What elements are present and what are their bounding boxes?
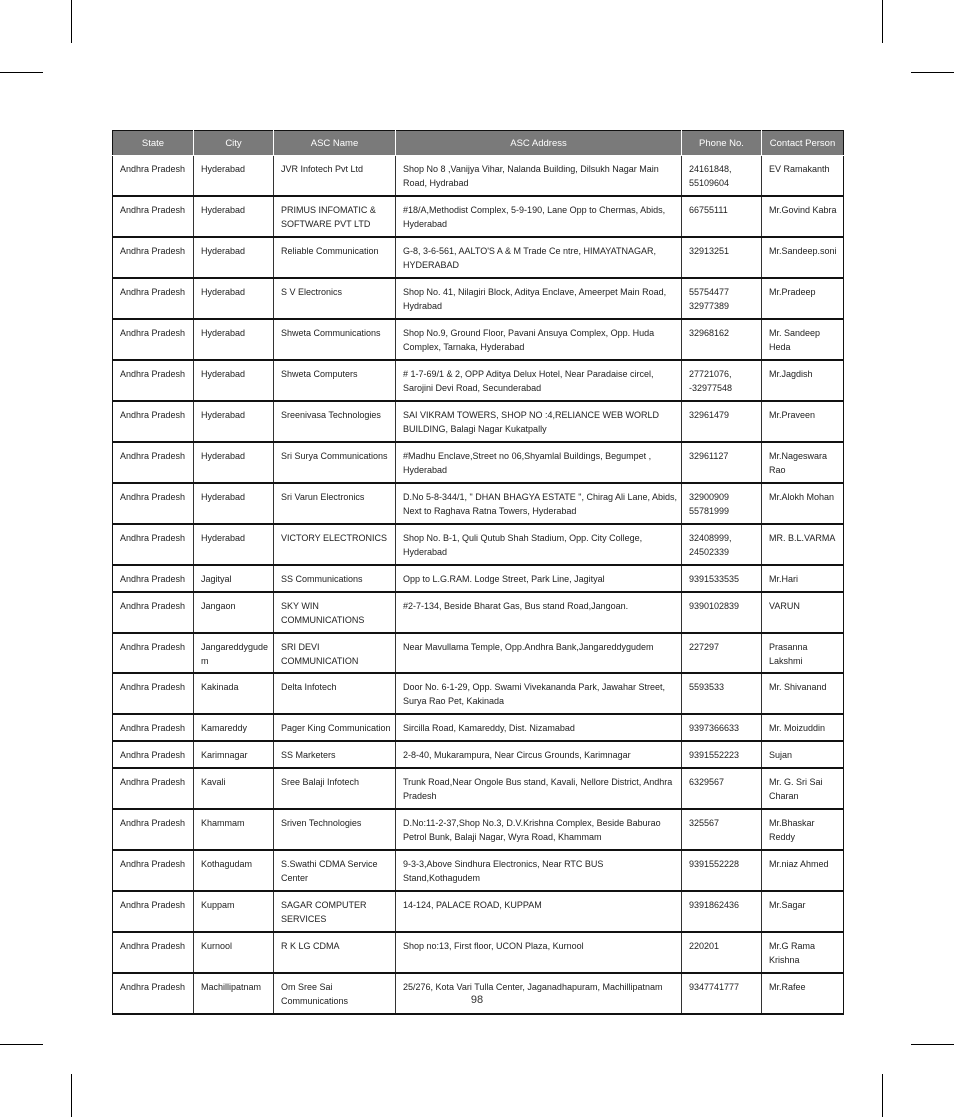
cell-city: Kuppam <box>194 891 274 932</box>
cell-state: Andhra Pradesh <box>113 196 194 237</box>
crop-mark <box>911 1044 954 1045</box>
table-row <box>113 156 844 197</box>
cell-city: Hyderabad <box>194 196 274 237</box>
cell-state: Andhra Pradesh <box>113 319 194 360</box>
cell-state: Andhra Pradesh <box>113 809 194 850</box>
cell-phone: 27721076, -32977548 <box>682 360 762 401</box>
cell-asc-name: SS Marketers <box>274 741 396 768</box>
table-row <box>113 196 844 237</box>
cell-state: Andhra Pradesh <box>113 278 194 319</box>
cell-phone: 32408999, 24502339 <box>682 524 762 565</box>
cell-phone: 24161848, 55109604 <box>682 156 762 197</box>
cell-city: Jangaon <box>194 592 274 633</box>
table-row <box>113 483 844 524</box>
table-row <box>113 673 844 714</box>
cell-contact-person: Mr.Govind Kabra <box>762 196 844 237</box>
cell-phone: 227297 <box>682 633 762 673</box>
cell-phone: 32961479 <box>682 401 762 442</box>
table-row <box>113 809 844 850</box>
cell-state: Andhra Pradesh <box>113 932 194 973</box>
cell-asc-name: Pager King Communication <box>274 714 396 741</box>
column-header-contact-person: Contact Person <box>762 131 844 156</box>
cell-asc-address: #18/A,Methodist Complex, 5-9-190, Lane Opp to Chermas, Abids, Hyderabad <box>396 196 682 237</box>
cell-asc-address: Opp to L.G.RAM. Lodge Street, Park Line, Jagityal <box>396 565 682 592</box>
cell-asc-name: S V Electronics <box>274 278 396 319</box>
table-row <box>113 524 844 565</box>
cell-contact-person: Mr.Nageswara Rao <box>762 442 844 483</box>
cell-state: Andhra Pradesh <box>113 633 194 673</box>
table-row <box>113 565 844 592</box>
cell-state: Andhra Pradesh <box>113 768 194 809</box>
column-header-city: City <box>194 131 274 156</box>
cell-state: Andhra Pradesh <box>113 360 194 401</box>
cell-asc-name: S.Swathi CDMA Service Center <box>274 850 396 891</box>
cell-city: Khammam <box>194 809 274 850</box>
cell-asc-name: Shweta Communications <box>274 319 396 360</box>
cell-asc-name: VICTORY ELECTRONICS <box>274 524 396 565</box>
cell-asc-name: Om Sree Sai Communications <box>274 973 396 1014</box>
cell-asc-address: #Madhu Enclave,Street no 06,Shyamlal Buildings, Begumpet , Hyderabad <box>396 442 682 483</box>
cell-asc-address: G-8, 3-6-561, AALTO'S A & M Trade Ce ntre, HIMAYATNAGAR, HYDERABAD <box>396 237 682 278</box>
cell-contact-person: MR. B.L.VARMA <box>762 524 844 565</box>
table-row <box>113 278 844 319</box>
table-row <box>113 401 844 442</box>
cell-contact-person: Mr. G. Sri Sai Charan <box>762 768 844 809</box>
cell-asc-address: 9-3-3,Above Sindhura Electronics, Near RTC BUS Stand,Kothagudem <box>396 850 682 891</box>
table-row <box>113 891 844 932</box>
service-center-table <box>112 130 844 1015</box>
cell-phone: 9391552228 <box>682 850 762 891</box>
table-row <box>113 850 844 891</box>
cell-phone: 220201 <box>682 932 762 973</box>
cell-asc-address: #2-7-134, Beside Bharat Gas, Bus stand Road,Jangoan. <box>396 592 682 633</box>
cell-asc-name: Sri Surya Communications <box>274 442 396 483</box>
cell-city: Hyderabad <box>194 360 274 401</box>
cell-city: Kavali <box>194 768 274 809</box>
column-header-phone: Phone No. <box>682 131 762 156</box>
cell-city: Hyderabad <box>194 524 274 565</box>
cell-city: Jagityal <box>194 565 274 592</box>
cell-state: Andhra Pradesh <box>113 237 194 278</box>
cell-asc-name: SRI DEVI COMMUNICATION <box>274 633 396 673</box>
cell-phone: 32968162 <box>682 319 762 360</box>
crop-mark <box>0 72 43 73</box>
cell-city: Kamareddy <box>194 714 274 741</box>
cell-asc-address: Near Mavullama Temple, Opp.Andhra Bank,Jangareddygudem <box>396 633 682 673</box>
cell-city: Kakinada <box>194 673 274 714</box>
page-number: 98 <box>470 994 484 1006</box>
cell-contact-person: Mr.niaz Ahmed <box>762 850 844 891</box>
cell-phone: 325567 <box>682 809 762 850</box>
cell-city: Hyderabad <box>194 401 274 442</box>
cell-asc-name: Sreenivasa Technologies <box>274 401 396 442</box>
cell-city: Hyderabad <box>194 483 274 524</box>
crop-mark <box>71 0 72 43</box>
cell-contact-person: VARUN <box>762 592 844 633</box>
cell-state: Andhra Pradesh <box>113 973 194 1014</box>
table-body <box>113 156 844 1015</box>
cell-asc-address: 14-124, PALACE ROAD, KUPPAM <box>396 891 682 932</box>
table-row <box>113 360 844 401</box>
cell-asc-address: Shop No. 41, Nilagiri Block, Aditya Enclave, Ameerpet Main Road, Hydrabad <box>396 278 682 319</box>
cell-asc-address: Shop No.9, Ground Floor, Pavani Ansuya Complex, Opp. Huda Complex, Tarnaka, Hyderabad <box>396 319 682 360</box>
crop-mark <box>911 72 954 73</box>
cell-contact-person: Mr.Alokh Mohan <box>762 483 844 524</box>
cell-asc-address: 2-8-40, Mukarampura, Near Circus Grounds, Karimnagar <box>396 741 682 768</box>
cell-state: Andhra Pradesh <box>113 673 194 714</box>
cell-asc-address: SAI VIKRAM TOWERS, SHOP NO :4,RELIANCE WEB WORLD BUILDING, Balagi Nagar Kukatpally <box>396 401 682 442</box>
cell-asc-name: Delta Infotech <box>274 673 396 714</box>
cell-state: Andhra Pradesh <box>113 714 194 741</box>
table-row <box>113 633 844 673</box>
crop-mark <box>882 0 883 43</box>
cell-asc-name: SAGAR COMPUTER SERVICES <box>274 891 396 932</box>
table-row <box>113 592 844 633</box>
cell-contact-person: Mr.Pradeep <box>762 278 844 319</box>
cell-asc-name: JVR Infotech Pvt Ltd <box>274 156 396 197</box>
cell-asc-name: Sri Varun Electronics <box>274 483 396 524</box>
column-header-asc-name: ASC Name <box>274 131 396 156</box>
cell-asc-address: Door No. 6-1-29, Opp. Swami Vivekananda Park, Jawahar Street, Surya Rao Pet, Kakinada <box>396 673 682 714</box>
cell-contact-person: Prasanna Lakshmi <box>762 633 844 673</box>
cell-city: Hyderabad <box>194 442 274 483</box>
cell-phone: 32913251 <box>682 237 762 278</box>
column-header-state: State <box>113 131 194 156</box>
cell-asc-address: D.No:11-2-37,Shop No.3, D.V.Krishna Complex, Beside Baburao Petrol Bunk, Balaji Nagar, Wyra Road, Khammam <box>396 809 682 850</box>
cell-asc-name: PRIMUS INFOMATIC & SOFTWARE PVT LTD <box>274 196 396 237</box>
column-header-asc-address: ASC Address <box>396 131 682 156</box>
cell-state: Andhra Pradesh <box>113 592 194 633</box>
cell-state: Andhra Pradesh <box>113 156 194 197</box>
cell-asc-address: Shop No. B-1, Quli Qutub Shah Stadium, Opp. City College, Hyderabad <box>396 524 682 565</box>
cell-asc-name: Reliable Communication <box>274 237 396 278</box>
cell-state: Andhra Pradesh <box>113 524 194 565</box>
cell-phone: 66755111 <box>682 196 762 237</box>
crop-mark <box>71 1074 72 1117</box>
crop-mark <box>882 1074 883 1117</box>
cell-contact-person: Mr. Moizuddin <box>762 714 844 741</box>
cell-contact-person: Mr.G Rama Krishna <box>762 932 844 973</box>
table-row <box>113 442 844 483</box>
cell-asc-address: Trunk Road,Near Ongole Bus stand, Kavali, Nellore District, Andhra Pradesh <box>396 768 682 809</box>
cell-city: Hyderabad <box>194 319 274 360</box>
cell-city: Kurnool <box>194 932 274 973</box>
cell-phone: 9347741777 <box>682 973 762 1014</box>
cell-city: Hyderabad <box>194 278 274 319</box>
cell-state: Andhra Pradesh <box>113 741 194 768</box>
cell-asc-address: D.No 5-8-344/1, " DHAN BHAGYA ESTATE ", Chirag Ali Lane, Abids, Next to Raghava Ratna Towers, Hyderabad <box>396 483 682 524</box>
cell-asc-name: Sree Balaji Infotech <box>274 768 396 809</box>
cell-city: Machillipatnam <box>194 973 274 1014</box>
cell-contact-person: Mr.Praveen <box>762 401 844 442</box>
cell-asc-name: SS Communications <box>274 565 396 592</box>
cell-state: Andhra Pradesh <box>113 850 194 891</box>
cell-phone: 9391533535 <box>682 565 762 592</box>
cell-phone: 32900909 55781999 <box>682 483 762 524</box>
cell-phone: 6329567 <box>682 768 762 809</box>
cell-phone: 5593533 <box>682 673 762 714</box>
cell-contact-person: Mr.Sandeep.soni <box>762 237 844 278</box>
table-row <box>113 768 844 809</box>
cell-asc-name: SKY WIN COMMUNICATIONS <box>274 592 396 633</box>
cell-asc-name: R K LG CDMA <box>274 932 396 973</box>
crop-mark <box>0 1044 43 1045</box>
cell-state: Andhra Pradesh <box>113 891 194 932</box>
cell-asc-address: Shop No 8 ,Vanijya Vihar, Nalanda Building, Dilsukh Nagar Main Road, Hydrabad <box>396 156 682 197</box>
cell-city: Jangareddygudem <box>194 633 274 673</box>
table-header-row <box>113 131 844 156</box>
table-row <box>113 714 844 741</box>
cell-asc-address: Shop no:13, First floor, UCON Plaza, Kurnool <box>396 932 682 973</box>
cell-contact-person: Mr.Bhaskar Reddy <box>762 809 844 850</box>
cell-state: Andhra Pradesh <box>113 483 194 524</box>
cell-phone: 32961127 <box>682 442 762 483</box>
cell-phone: 9390102839 <box>682 592 762 633</box>
cell-city: Kothagudam <box>194 850 274 891</box>
table-row <box>113 741 844 768</box>
cell-contact-person: Mr. Sandeep Heda <box>762 319 844 360</box>
cell-contact-person: Mr.Rafee <box>762 973 844 1014</box>
table-row <box>113 319 844 360</box>
cell-city: Karimnagar <box>194 741 274 768</box>
table-row <box>113 932 844 973</box>
cell-city: Hyderabad <box>194 237 274 278</box>
cell-phone: 9391552223 <box>682 741 762 768</box>
cell-asc-address: Sircilla Road, Kamareddy, Dist. Nizamabad <box>396 714 682 741</box>
cell-asc-address: # 1-7-69/1 & 2, OPP Aditya Delux Hotel, Near Paradaise circel, Sarojini Devi Road, Secunderabad <box>396 360 682 401</box>
cell-contact-person: Sujan <box>762 741 844 768</box>
cell-asc-name: Sriven Technologies <box>274 809 396 850</box>
cell-contact-person: Mr.Jagdish <box>762 360 844 401</box>
cell-state: Andhra Pradesh <box>113 442 194 483</box>
cell-asc-name: Shweta Computers <box>274 360 396 401</box>
cell-phone: 9391862436 <box>682 891 762 932</box>
cell-state: Andhra Pradesh <box>113 401 194 442</box>
cell-city: Hyderabad <box>194 156 274 197</box>
cell-phone: 9397366633 <box>682 714 762 741</box>
table-row <box>113 237 844 278</box>
cell-contact-person: Mr. Shivanand <box>762 673 844 714</box>
cell-contact-person: Mr.Hari <box>762 565 844 592</box>
cell-state: Andhra Pradesh <box>113 565 194 592</box>
cell-asc-address: 25/276, Kota Vari Tulla Center, Jaganadhapuram, Machillipatnam <box>396 973 682 1014</box>
cell-phone: 55754477 32977389 <box>682 278 762 319</box>
cell-contact-person: Mr.Sagar <box>762 891 844 932</box>
cell-contact-person: EV Ramakanth <box>762 156 844 197</box>
